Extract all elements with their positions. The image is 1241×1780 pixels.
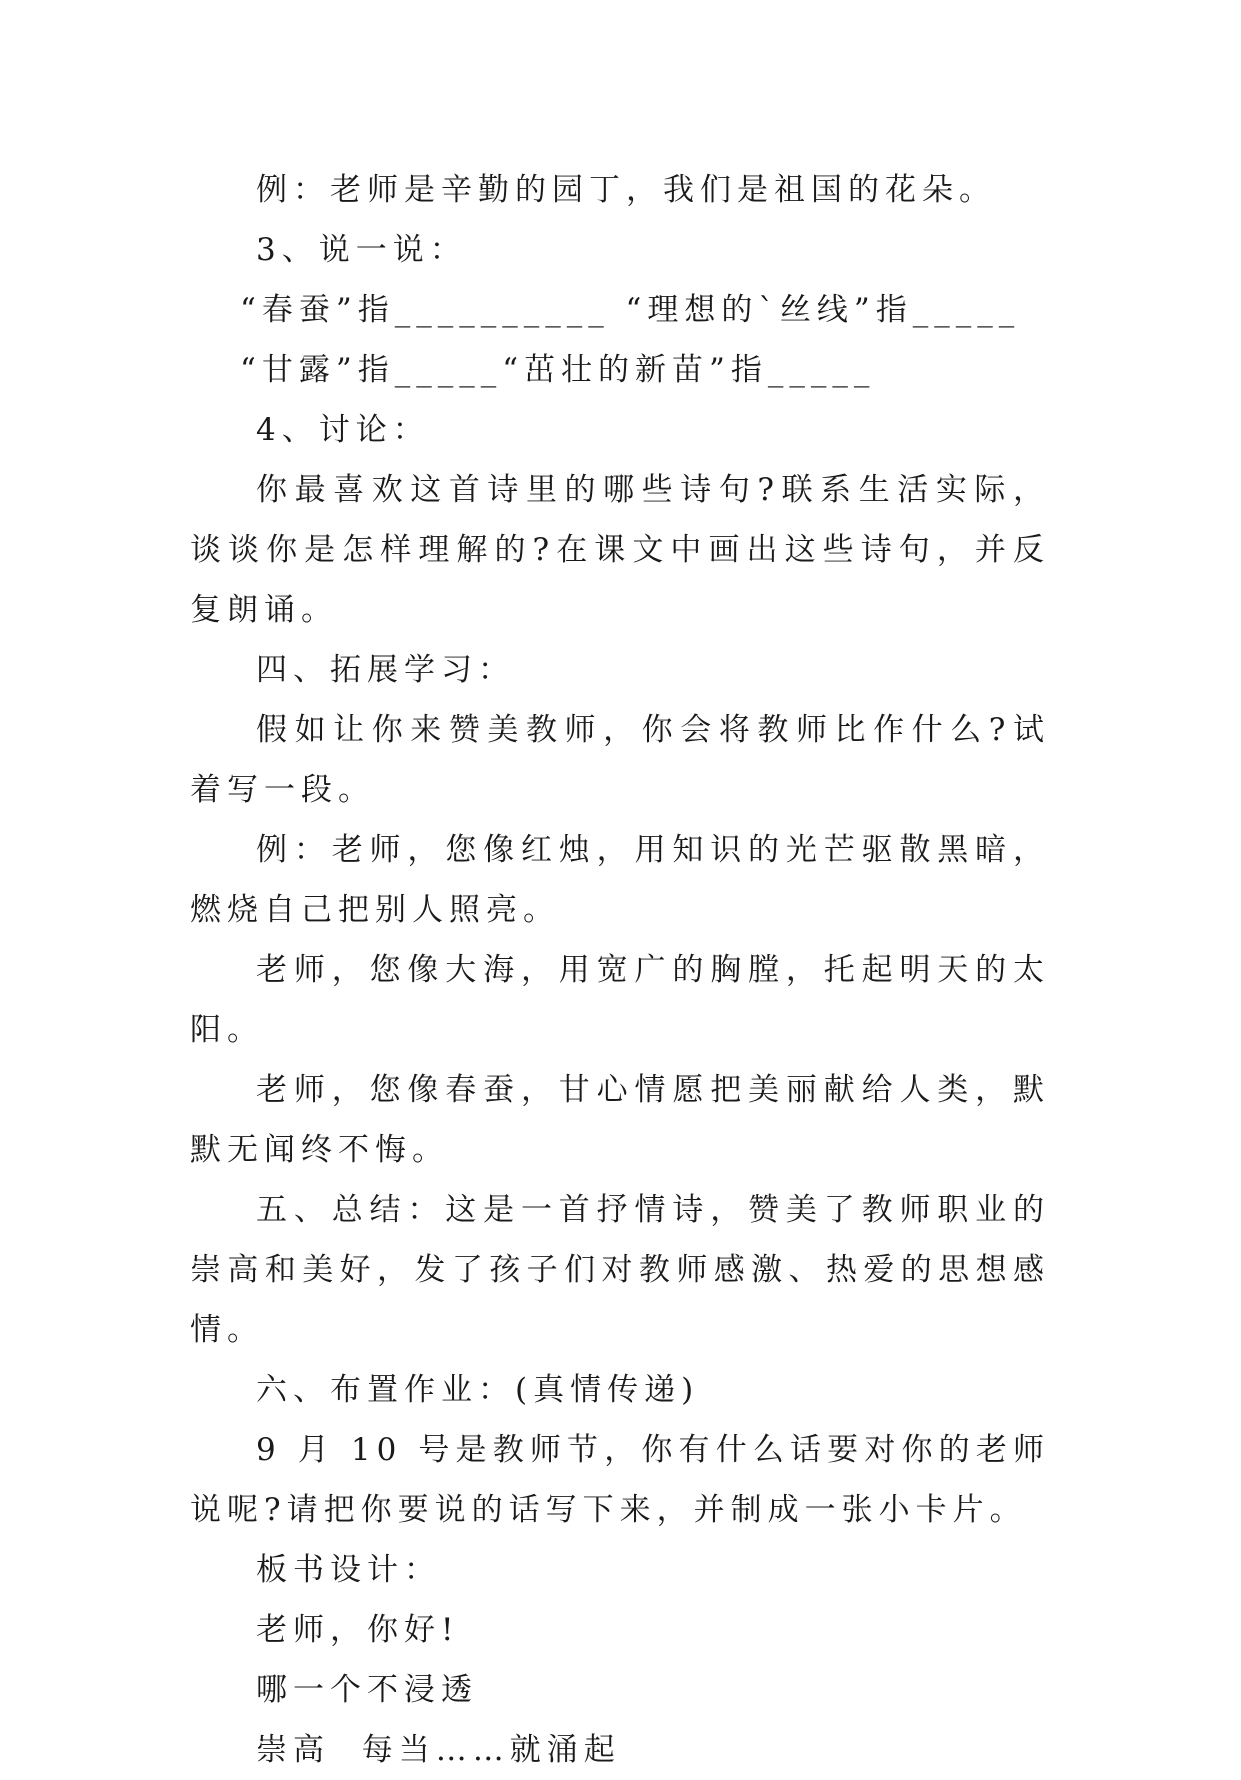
extend-paragraph: 假如让你来赞美教师，你会将教师比作什么?试着写一段。 [190,712,1050,808]
example-candle-paragraph: 例：老师，您像红烛，用知识的光芒驱散黑暗，燃烧自己把别人照亮。 [190,832,1050,928]
section-heading-board: 板书设计： [256,1552,441,1588]
fill-blank-line-1: “春蚕”指__________ “理想的`丝线”指_____ [240,292,1021,328]
section-heading-discuss: 4、讨论： [256,412,430,448]
board-line-1: 老师，你好! [256,1612,460,1648]
section-heading-say: 3、说一说： [256,232,467,268]
discussion-paragraph: 你最喜欢这首诗里的哪些诗句?联系生活实际，谈谈你是怎样理解的?在课文中画出这些诗句，并反复朗诵。 [190,472,1050,628]
homework-paragraph: 9 月 10 号是教师节，你有什么话要对你的老师说呢?请把你要说的话写下来，并制成一张小卡片。 [190,1432,1050,1528]
fill-blank-line-2: “甘露”指_____“茁壮的新苗”指_____ [240,352,876,388]
example-line: 例：老师是辛勤的园丁，我们是祖国的花朵。 [256,172,996,208]
board-line-3: 崇高 每当……就涌起 [256,1732,621,1768]
example-sea-paragraph: 老师，您像大海，用宽广的胸膛，托起明天的太阳。 [190,952,1050,1048]
board-line-2: 哪一个不浸透 [256,1672,478,1708]
example-silkworm-paragraph: 老师，您像春蚕，甘心情愿把美丽献给人类，默默无闻终不悔。 [190,1072,1050,1168]
section-heading-homework: 六、布置作业：(真情传递) [256,1372,700,1408]
summary-paragraph: 五、总结：这是一首抒情诗，赞美了教师职业的崇高和美好，发了孩子们对教师感激、热爱的思想感情。 [190,1192,1050,1348]
document-page [190,160,1050,1780]
section-heading-extend: 四、拓展学习： [256,652,515,688]
